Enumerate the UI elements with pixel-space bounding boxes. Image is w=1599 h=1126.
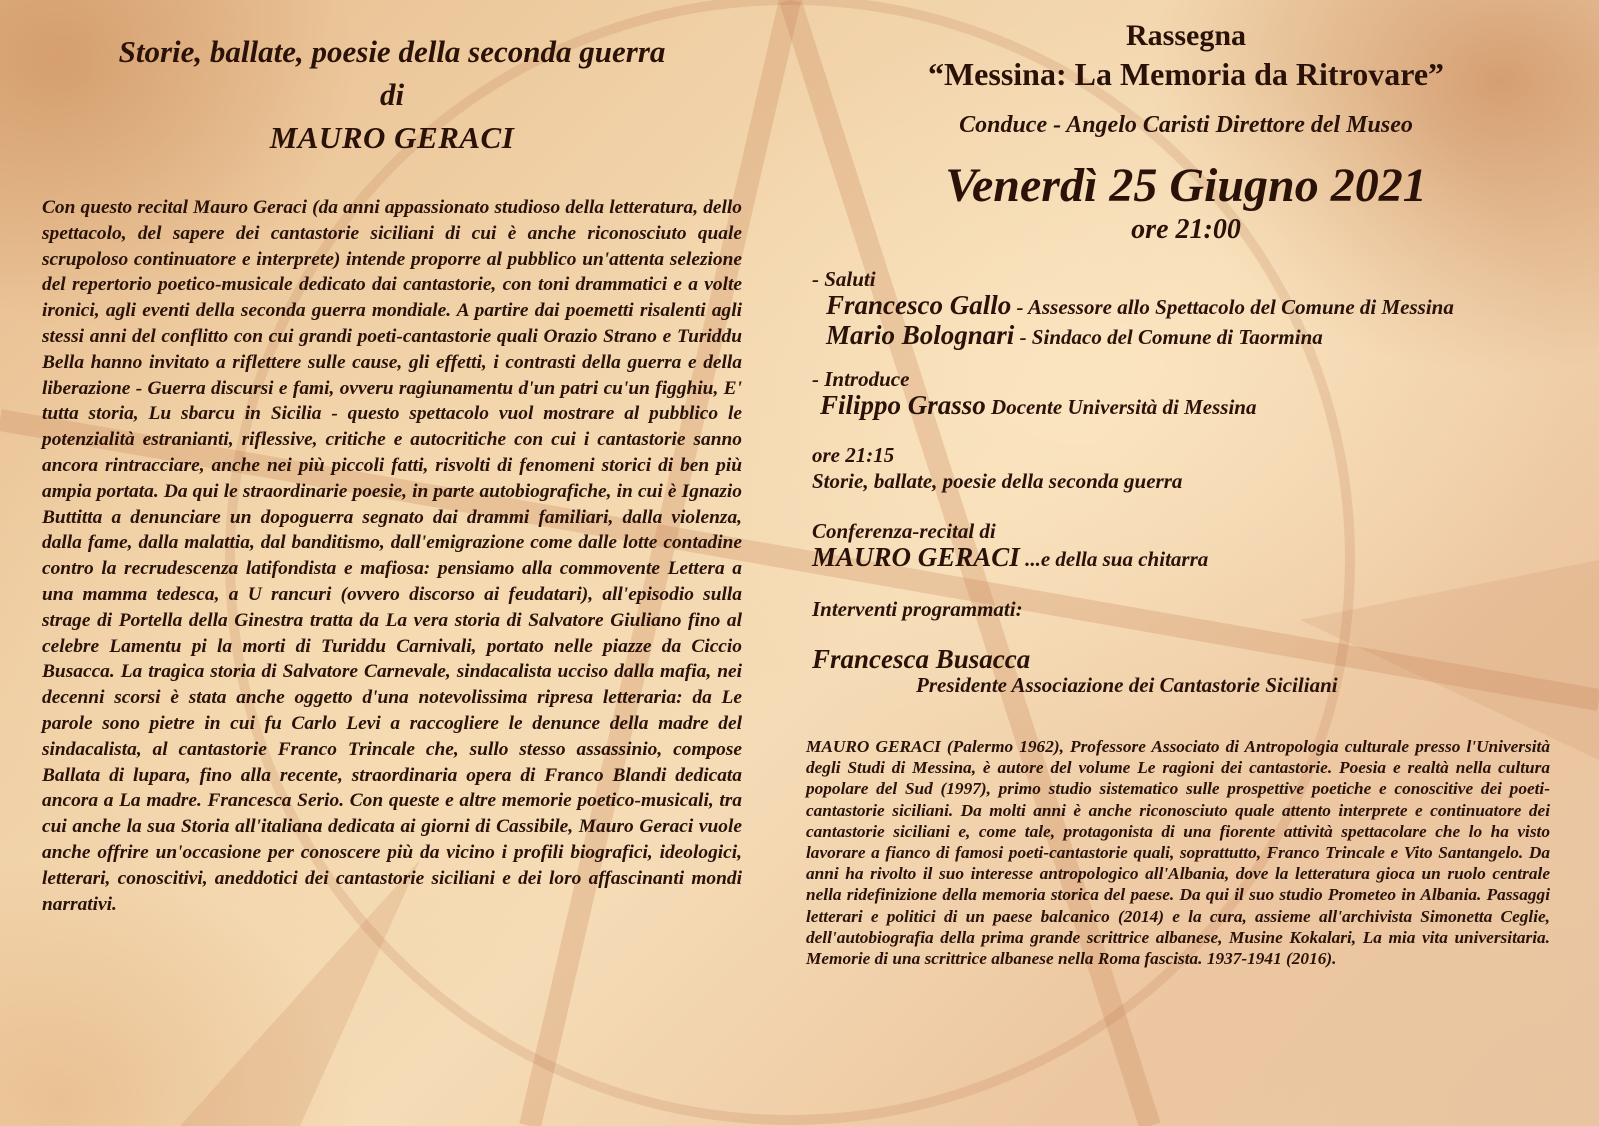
saluti-label: - Saluti (812, 267, 876, 291)
show-title: Storie, ballate, poesie della seconda guerra (812, 469, 1183, 493)
performer-name: MAURO GERACI (812, 542, 1020, 572)
guest-role: Presidente Associazione dei Cantastorie Siciliani (916, 673, 1338, 697)
conferenza-section (812, 518, 1560, 572)
left-column (42, 30, 742, 917)
speaker-grasso-role: Docente Università di Messina (985, 395, 1257, 419)
speaker-bolognari-name: Mario Bolognari (826, 320, 1015, 350)
event-time: ore 21:00 (1131, 214, 1241, 245)
performer-line (812, 544, 1560, 572)
speaker-bolognari (812, 322, 1560, 350)
rassegna-title: “Messina: La Memoria da Ritrovare” (927, 56, 1445, 92)
rassegna-label: Rassegna (1125, 19, 1246, 52)
left-title-block (42, 30, 742, 159)
show-time: ore 21:15 (812, 443, 895, 467)
saluti-section (812, 266, 1560, 350)
conferenza-label: Conferenza-recital di (812, 519, 996, 543)
left-title-author: MAURO GERACI (269, 120, 515, 155)
introduce-section (812, 366, 1560, 420)
left-title-line1: Storie, ballate, poesie della seconda guerra (118, 34, 666, 69)
interventi-label: Interventi programmati: (812, 597, 1023, 621)
speaker-bolognari-role: - Sindaco del Comune di Taormina (1014, 325, 1323, 349)
speaker-gallo-name: Francesco Gallo (826, 290, 1012, 320)
performer-suffix: ...e della sua chitarra (1019, 547, 1209, 571)
show-section (812, 442, 1560, 494)
author-biography: MAURO GERACI (Palermo 1962), Professore Associato di Antropologia culturale presso l'Università degli Studi di Messina, è autore del volume Le ragioni dei cantastorie. Poesia e realtà nella cultura popolare del Sud (1997), primo studio sistematico sulle prospettive poetiche e conoscitive dei poeti-cantastorie siciliani. Da molti anni è anche riconosciuto quale attento interprete e continuatore dei cantastorie siciliani e, come tale, protagonista di una fiorente attività spettacolare che lo ha visto lavorare a fianco di famosi poeti-cantastorie quali, soprattutto, Franco Trincale e Vito Santangelo. Da anni ha rivolto il suo interesse antropologico all'Albania, dove la letteratura gioca un ruolo centrale nella ridefinizione della memoria storica del paese. Da qui il suo studio Prometeo in Albania. Passaggi letterari e politici di un paese balcanico (2014) e la cura, assieme all'archivista Simonetta Ceglie, dell'autobiografia della prima grande scrittrice albanese, Musine Kokalari, La mia vita universitaria. Memorie di una scrittrice albanese nella Roma fascista. 1937-1941 (2016). (806, 737, 1550, 969)
right-column (806, 18, 1560, 969)
speaker-grasso-name: Filippo Grasso (820, 390, 986, 420)
conduce-line: Conduce - Angelo Caristi Direttore del Museo (959, 112, 1413, 138)
speaker-grasso (812, 392, 1560, 420)
guest-section (812, 646, 1560, 698)
introduce-label: - Introduce (812, 367, 910, 391)
speaker-gallo (812, 292, 1560, 320)
event-date: Venerdì 25 Giugno 2021 (945, 159, 1427, 212)
left-title-line2: di (379, 77, 405, 112)
speaker-gallo-role: - Assessore allo Spettacolo del Comune di Messina (1011, 295, 1454, 319)
guest-name: Francesca Busacca (812, 644, 1031, 674)
recital-description: Con questo recital Mauro Geraci (da anni appassionato studioso della letteratura, dello spettacolo, del sapere dei cantastorie siciliani di cui è anche riconosciuto quale scrupoloso continuatore e interprete) intende proporre al pubblico un'attenta selezione del repertorio poetico-musicale dedicato dai cantastorie, con toni drammatici e a volte ironici, agli eventi della seconda guerra mondiale. A partire dai poemetti risalenti agli stessi anni del conflitto con cui grandi poeti-cantastorie quali Orazio Strano e Turiddu Bella hanno invitato a riflettere sulle cause, gli effetti, i contrasti della guerra e della liberazione - Guerra discursi e fami, ovveru ragiunamentu d'un patri cu'un figghiu, E' tutta storia, Lu sbarcu in Sicilia - questo spettacolo vuol mostrare al pubblico le potenzialità estranianti, riflessive, critiche e autocritiche con cui i cantastorie sanno ancora rintracciare, anche nei più piccoli fatti, risvolti di fenomeni storici di ben più ampia portata. Da qui le straordinarie poesie, in parte autobiografiche, in cui è Ignazio Buttitta a denunciare un dopoguerra segnato dai drammi familiari, dalla violenza, dalla fame, dalla malattia, dal banditismo, dall'emigrazione come dalle lotte contadine contro la recrudescenza latifondista e mafiosa: pensiamo alla commovente Lettera a una mamma tedesca, a U rancuri (ovvero discorso ai feudatari), all'episodio sulla strage di Portella della Ginestra tratta da La vera storia di Salvatore Giuliano fino al celebre Lamentu pi la morti di Turiddu Carnivali, portato nelle piazze da Ciccio Busacca. La tragica storia di Salvatore Carnevale, sindacalista ucciso dalla mafia, nei decenni scorsi è stata anche oggetto d'una notevolissima ripresa letteraria: da Le parole sono pietre in cui fu Carlo Levi a raccogliere le denunce della madre del sindacalista, al cantastorie Franco Trincale che, sullo stesso assassinio, compose Ballata di lupara, fino alla recente, straordinaria opera di Franco Blandi dedicata ancora a La madre. Francesca Serio. Con queste e altre memorie poetico-musicali, tra cui anche la sua Storia all'italiana dedicata ai giorni di Cassibile, Mauro Geraci vuole anche offrire un'occasione per conoscere più da vicino i profili biografici, ideologici, letterari, conoscitivi, aneddotici dei cantastorie siciliani e dei loro affascinanti mondi narrativi. (42, 197, 742, 915)
